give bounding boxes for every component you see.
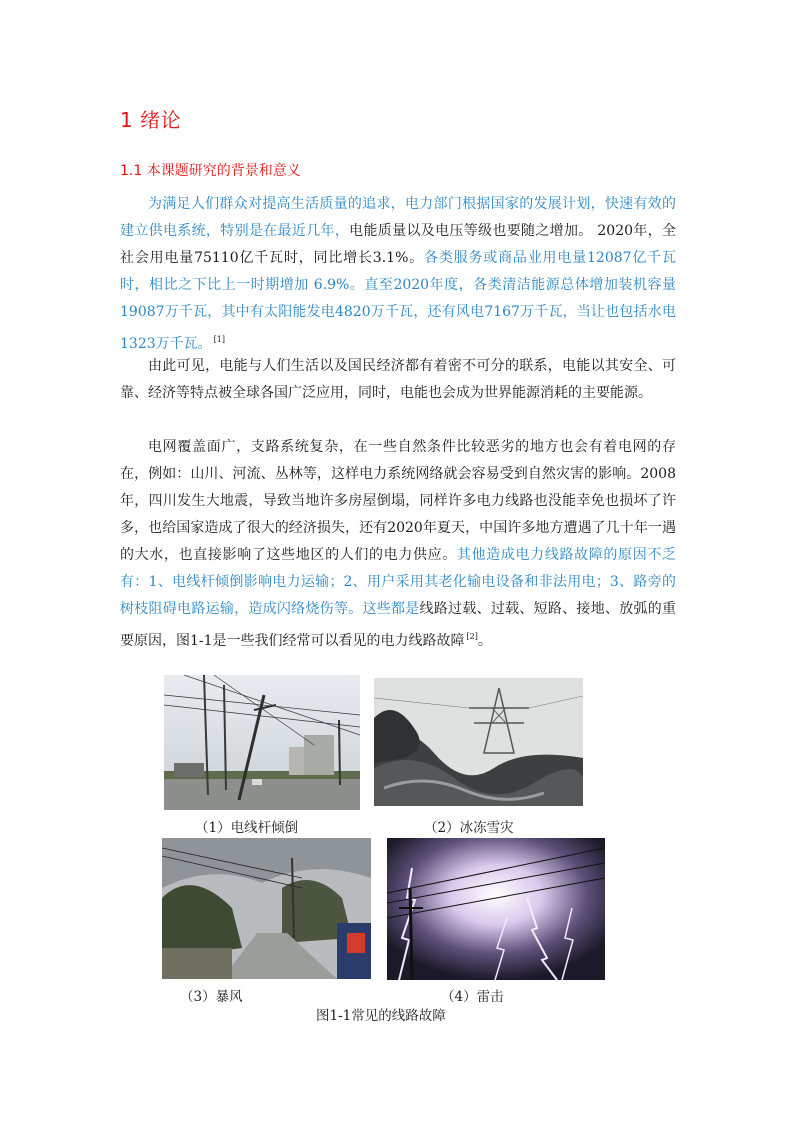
paragraph-faults [120, 434, 676, 655]
section-heading: 1.1 本课题研究的背景和意义 [120, 163, 301, 179]
p1-sentence-1: 为满足人们群众对提高生活质量的追求，电力部门根据国家的发展计划，快速有效的建立供电系统，特别是在最近几年， [120, 196, 676, 239]
chapter-heading: 1 绪论 [120, 108, 182, 132]
figure-caption-2: （2）冰冻雪灾 [424, 820, 514, 836]
citation-2[interactable]: [2] [466, 632, 478, 641]
p1-sentence-3: 各类服务或商品业用电量12087亿千瓦时，相比之下比上一时期增加 6.9%。直至2020年度，各类清洁能源总体增加装机容量19087万千瓦，其中有太阳能发电4820万千瓦，还有风电7167万千瓦，当让也包括水电1323万千瓦。 [120, 250, 676, 352]
p1-sentence-2: 电能质量以及电压等级也要随之增加。 2020年，全社会用电量75110亿千瓦时，同比增长3.1%。 [120, 223, 677, 266]
p3-sentence-2: 其他造成电力线路故障的原因不乏有：1、电线杆倾倒影响电力运输；2、用户采用其老化输电设备和非法用电；3、路旁的树枝阻碍电路运输，造成闪络烧伤等。这些都是 [120, 547, 677, 617]
paragraph-background [120, 191, 676, 358]
figure-title: 图1-1常见的线路故障 [316, 1008, 446, 1024]
p3-sentence-1: 电网覆盖面广，支路系统复杂，在一些自然条件比较恶劣的地方也会有着电网的存在，例如：山川、河流、丛林等，这样电力系统网络就会容易受到自然灾害的影响。2008年，四川发生大地震，导致当地许多房屋倒塌，同样许多电力线路也没能幸免也损坏了许多，也给国家造成了很大的经济损失，还有2020年夏天，中国许多地方遭遇了几十年一遇的大水，也直接影响了这些地区的人们的电力供应。 [120, 439, 676, 563]
figure-caption-4: （4）雷击 [441, 989, 504, 1005]
citation-1[interactable]: [1] [213, 335, 225, 344]
p2-text: 由此可见，电能与人们生活以及国民经济都有着密不可分的联系，电能以其安全、可靠、经济等特点被全球各国广泛应用，同时，电能也会成为世界能源消耗的主要能源。 [120, 358, 676, 401]
paragraph-importance [120, 353, 676, 407]
p3-end: 。 [477, 633, 492, 649]
figure-caption-3: （3）暴风 [180, 989, 243, 1005]
photo-tilted-pole [164, 675, 360, 810]
photo-windstorm [162, 838, 371, 979]
p3-sentence-3: 线路过载、过载、短路、接地、放弧的重要原因，图1-1是一些我们经常可以看见的电力线路故障 [120, 601, 677, 649]
photo-lightning [387, 838, 605, 980]
figure-caption-1: （1）电线杆倾倒 [195, 820, 299, 836]
photo-ice-tower [374, 678, 583, 806]
